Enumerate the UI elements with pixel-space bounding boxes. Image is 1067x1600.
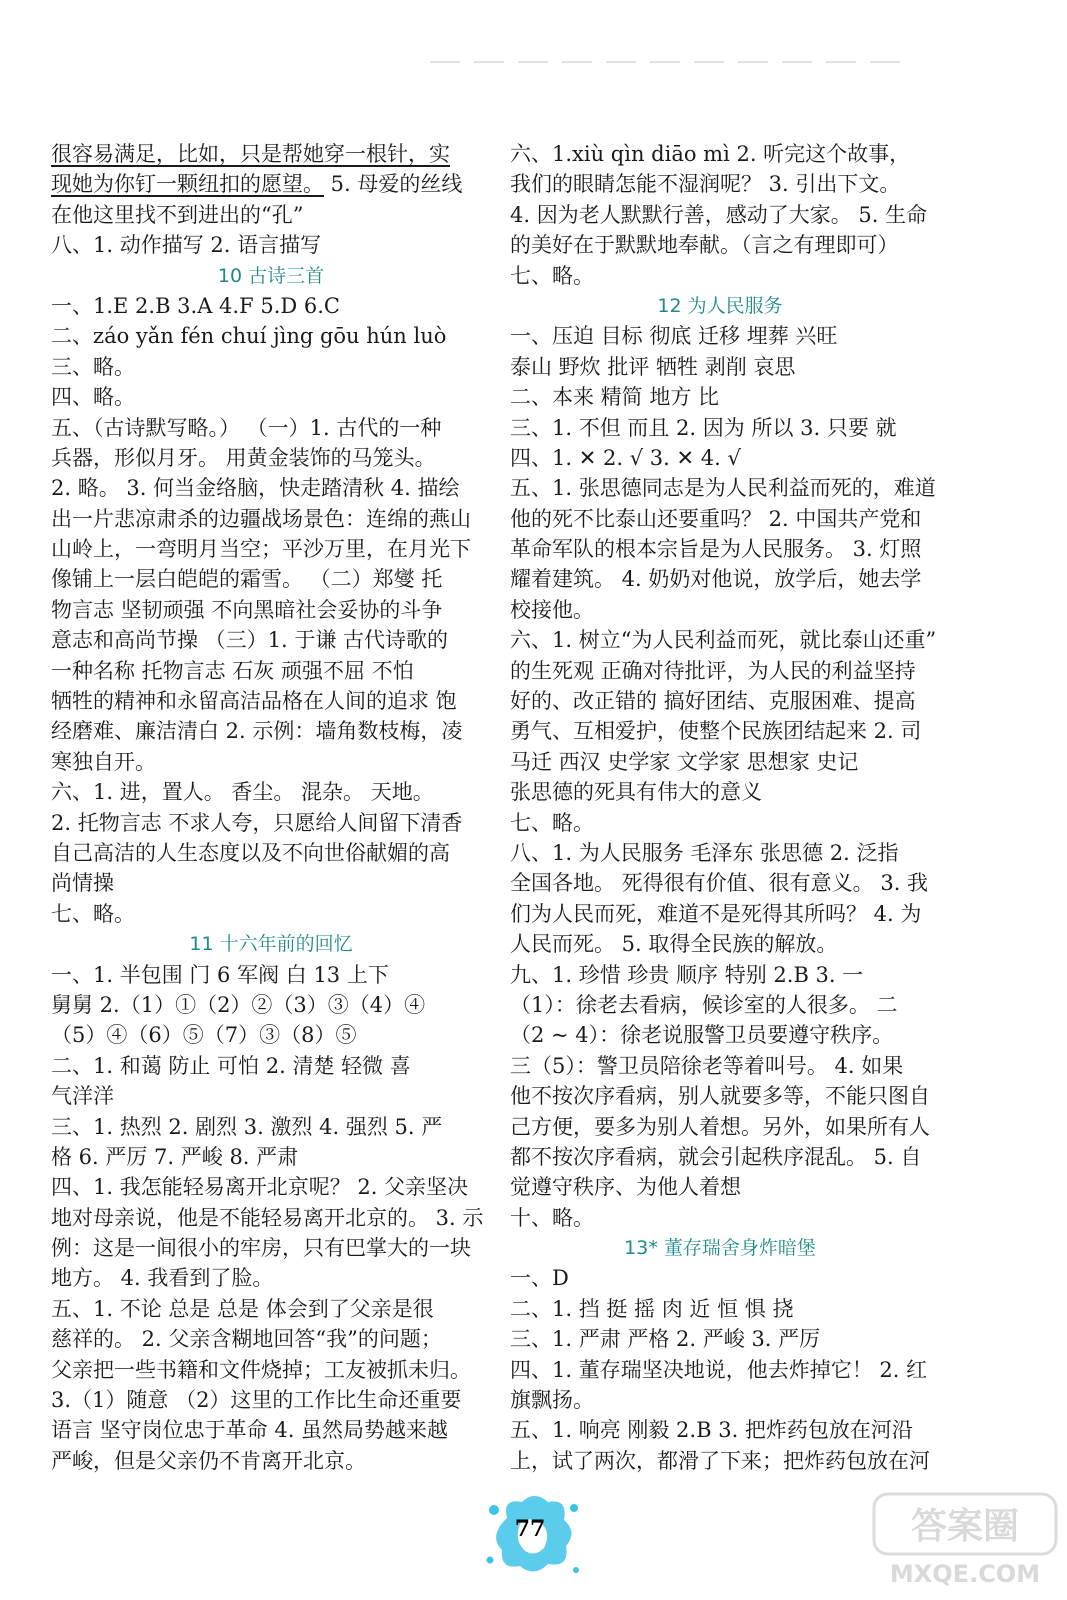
answer-line: 地对母亲说，他是不能轻易离开北京的。 3. 示 [51, 1205, 484, 1230]
answer-line: （1）：徐老去看病，候诊室的人很多。 二 [510, 992, 898, 1017]
answer-line: 山岭上，一弯明月当空；平沙万里，在月光下 [51, 537, 471, 562]
answer-line: （5）④（6）⑤（7）③（8）⑤ [51, 1023, 357, 1048]
answer-line: 四、1. ✕ 2. √ 3. ✕ 4. √ [510, 445, 741, 470]
answer-line: 都不按次序看病，就会引起秩序混乱。 5. 自 [510, 1144, 922, 1169]
underlined-text: 很容易满足，比如，只是帮她穿一根针，实 [51, 142, 450, 166]
answer-line: 3.（1）随意 （2）这里的工作比生命还重要 [51, 1388, 462, 1413]
answer-line: 像铺上一层白皑皑的霜雪。 （二）郑燮 托 [51, 567, 443, 592]
answer-line: 二、záo yǎn fén chuí jìng gōu hún luò [51, 324, 447, 349]
answer-line: 四、1. 董存瑞坚决地说，他去炸掉它！ 2. 红 [510, 1357, 928, 1382]
answer-line: 严峻，但是父亲仍不肯离开北京。 [51, 1448, 366, 1473]
answer-line: 三、略。 [51, 354, 135, 379]
answer-line: 八、1. 为人民服务 毛泽东 张思德 2. 泛指 [510, 840, 899, 865]
answer-line: 我们的眼睛怎能不湿润呢？ 3. 引出下文。 [510, 172, 901, 197]
answer-line: 一、1.E 2.B 3.A 4.F 5.D 6.C [51, 293, 340, 318]
answer-line: 意志和高尚节操 （三）1. 于谦 古代诗歌的 [51, 628, 449, 653]
answer-line: 二、1. 和蔼 防止 可怕 2. 清楚 轻微 喜 [51, 1053, 411, 1078]
answer-line: 二、本来 精简 地方 比 [510, 385, 720, 410]
answer-line: 语言 坚守岗位忠于革命 4. 虽然局势越来越 [51, 1418, 449, 1443]
answer-line: （2 ~ 4）：徐老说服警卫员要遵守秩序。 [510, 1023, 894, 1048]
answer-line: 四、1. 我怎能轻易离开北京呢？ 2. 父亲坚决 [51, 1175, 469, 1200]
right-column [510, 139, 937, 1476]
answer-line: 六、1. 树立“为人民利益而死，就比泰山还重” [510, 628, 937, 653]
answer-line: 三、1. 严肃 严格 2. 严峻 3. 严厉 [510, 1327, 821, 1352]
answer-line: 一、压迫 目标 彻底 迁移 埋葬 兴旺 [510, 324, 838, 349]
answer-line: 五、1. 响亮 刚毅 2.B 3. 把炸药包放在河沿 [510, 1418, 913, 1443]
answer-line: 例：这是一间很小的牢房，只有巴掌大的一块 [51, 1236, 471, 1261]
answer-line: 耀着建筑。 4. 奶奶对他说，放学后，她去学 [510, 567, 922, 592]
answer-line: 的生死观 正确对待批评，为人民的利益坚持 [510, 658, 916, 683]
answer-line: 泰山 野炊 批评 牺牲 剥削 哀思 [510, 354, 796, 379]
answer-line: 五、1. 张思德同志是为人民利益而死的，难道 [510, 476, 936, 501]
answer-line: 2. 略。 3. 何当金络脑，快走踏清秋 4. 描绘 [51, 476, 460, 501]
answer-line: 革命军队的根本宗旨是为人民服务。 3. 灯照 [510, 537, 922, 562]
answer-line: 一、D [510, 1266, 569, 1291]
answer-line: 兵器，形似月牙。 用黄金装饰的马笼头。 [51, 445, 436, 470]
answer-line: 他不按次序看病，别人就要多等，不能只图自 [510, 1084, 930, 1109]
answer-line: 三（5）：警卫员陪徐老等着叫号。 4. 如果 [510, 1053, 904, 1078]
answer-line: 在他这里找不到进出的“孔” [51, 202, 304, 227]
watermark-top-text: 答案圈 [910, 1506, 1020, 1547]
answer-line: 七、略。 [510, 263, 594, 288]
answer-line: 尚情操 [51, 871, 114, 896]
answer-line: 格 6. 严厉 7. 严峻 8. 严肃 [51, 1144, 299, 1169]
answer-line: 2. 托物言志 不求人夸，只愿给人间留下清香 [51, 810, 463, 835]
answer-line [51, 139, 491, 169]
answer-line: 好的、改正错的 搞好团结、克服困难、提高 [510, 689, 916, 714]
answer-line: 他的死不比泰山还要重吗？ 2. 中国共产党和 [510, 506, 922, 531]
answer-line: 慈祥的。 2. 父亲含糊地回答“我”的问题； [51, 1327, 442, 1352]
answer-line: 十、略。 [510, 1205, 594, 1230]
answer-line: 舅舅 2.（1）①（2）②（3）③（4）④ [51, 992, 426, 1017]
page-number: 77 [514, 1516, 546, 1542]
answer-line: 的美好在于默默地奉献。（言之有理即可） [510, 233, 899, 258]
answer-line: 马迁 西汉 史学家 文学家 思想家 史记 [510, 749, 859, 774]
answer-line: 二、1. 挡 挺 摇 肉 近 恒 惧 挠 [510, 1296, 794, 1321]
answer-line: 八、1. 动作描写 2. 语言描写 [51, 233, 322, 258]
answer-line: 校接他。 [510, 597, 594, 622]
answer-line [51, 169, 491, 199]
answer-line: 勇气、互相爱护，使整个民族团结起来 2. 司 [510, 719, 922, 744]
watermark-bottom-text: MXQE.COM [889, 1560, 1041, 1588]
left-column [51, 139, 491, 1476]
section-heading: 12 为人民服务 [657, 294, 783, 317]
answer-line: 物言志 坚韧顽强 不向黑暗社会妥协的斗争 [51, 597, 443, 622]
answer-line: 己方便，要多为别人着想。另外，如果所有人 [510, 1114, 930, 1139]
answer-line: 上，试了两次，都滑了下来；把炸药包放在河 [510, 1448, 930, 1473]
section-heading: 11 十六年前的回忆 [189, 933, 353, 956]
watermark-logo-icon [870, 1490, 1060, 1595]
answer-line: 牺牲的精神和永留高洁品格在人间的追求 饱 [51, 689, 457, 714]
answer-line: 三、1. 不但 而且 2. 因为 所以 3. 只要 就 [510, 415, 897, 440]
answer-line: 一、1. 半包围 门 6 军阀 白 13 上下 [51, 962, 389, 987]
answer-line: 一种名称 托物言志 石灰 顽强不屈 不怕 [51, 658, 414, 683]
top-scan-line [0, 60, 1067, 64]
answer-line: 自己高洁的人生态度以及不向世俗献媚的高 [51, 840, 450, 865]
answer-line: 三、1. 热烈 2. 剧烈 3. 激烈 4. 强烈 5. 严 [51, 1114, 443, 1139]
answer-line: 旗飘扬。 [510, 1388, 594, 1413]
answer-line: 六、1. 进，置人。 香尘。 混杂。 天地。 [51, 780, 434, 805]
line-tail-text: 5. 母爱的丝线 [324, 172, 463, 197]
answer-line: 经磨难、廉洁清白 2. 示例：墙角数枝梅，凌 [51, 719, 463, 744]
answer-line: 父亲把一些书籍和文件烧掉；工友被抓未归。 [51, 1357, 471, 1382]
answer-line: 地方。 4. 我看到了脸。 [51, 1266, 274, 1291]
answer-line: 寒独自开。 [51, 749, 156, 774]
answer-line: 五、（古诗默写略。） （一）1. 古代的一种 [51, 415, 442, 440]
underlined-text: 现她为你钉一颗纽扣的愿望。 [51, 172, 324, 197]
answer-line: 气洋洋 [51, 1084, 114, 1109]
answer-line: 们为人民而死，难道不是死得其所吗？ 4. 为 [510, 901, 922, 926]
answer-line: 七、略。 [510, 810, 594, 835]
answer-line: 全国各地。 死得很有价值、很有意义。 3. 我 [510, 871, 929, 896]
answer-line: 人民而死。 5. 取得全民族的解放。 [510, 932, 838, 957]
section-heading: 10 古诗三首 [217, 264, 325, 287]
answer-line: 出一片悲凉肃杀的边疆战场景色：连绵的燕山 [51, 506, 471, 531]
answer-line: 七、略。 [51, 901, 135, 926]
answer-line: 四、略。 [51, 385, 135, 410]
section-heading: 13* 董存瑞舍身炸暗堡 [624, 1237, 816, 1260]
answer-line: 九、1. 珍惜 珍贵 顺序 特别 2.B 3. 一 [510, 962, 864, 987]
answer-line: 五、1. 不论 总是 总是 体会到了父亲是很 [51, 1296, 434, 1321]
answer-line: 4. 因为老人默默行善，感动了大家。 5. 生命 [510, 202, 928, 227]
answer-line: 觉遵守秩序、为他人着想 [510, 1175, 741, 1200]
answer-line: 张思德的死具有伟大的意义 [510, 780, 762, 805]
answer-line: 六、1.xiù qìn diāo mì 2. 听完这个故事， [510, 142, 911, 166]
